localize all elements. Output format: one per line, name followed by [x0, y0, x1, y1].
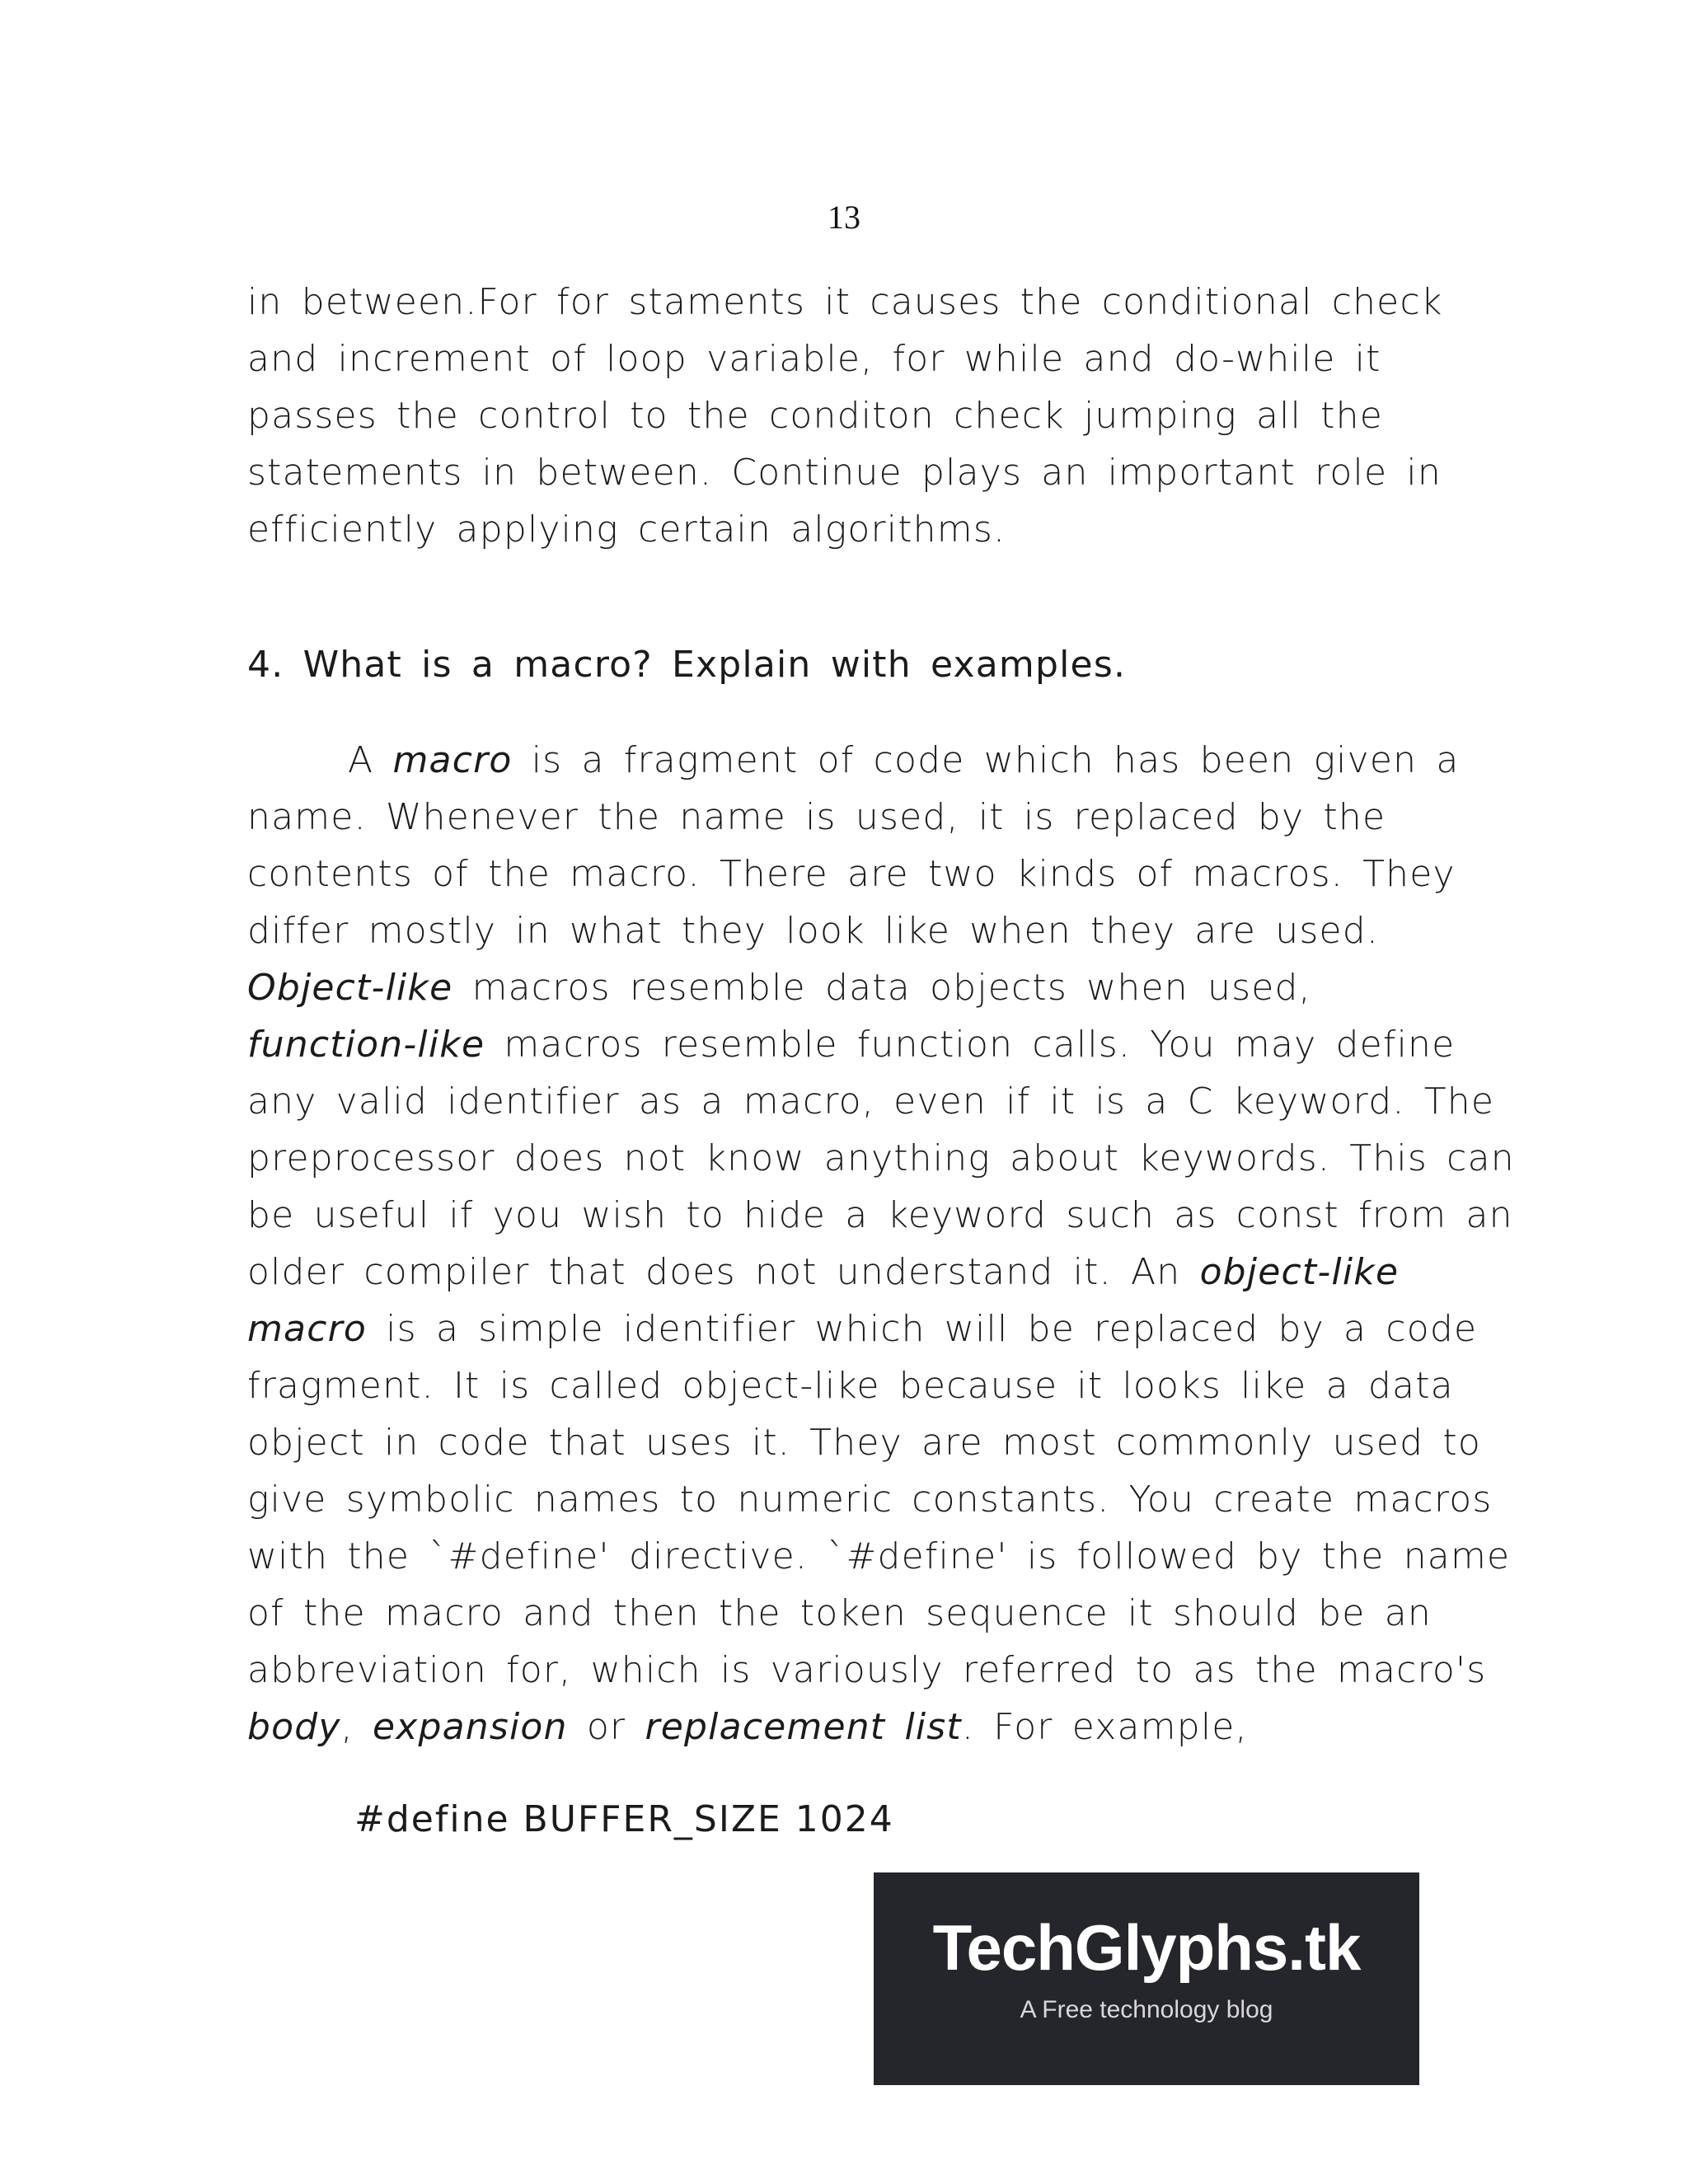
- paragraph-line: [247, 1244, 1434, 1301]
- paragraph-line: [247, 732, 1460, 789]
- paragraph-text: A: [348, 739, 393, 781]
- term-body: body: [247, 1706, 341, 1748]
- watermark-logo: [874, 1872, 1419, 2085]
- paragraph-line: differ mostly in what they look like when they are used.: [247, 910, 1380, 952]
- paragraph-text: is a simple identifier which will be replaced by a code: [367, 1308, 1478, 1350]
- question-heading: 4. What is a macro? Explain with examples.: [247, 644, 1127, 686]
- paragraph-text: or: [567, 1706, 645, 1748]
- paragraph-line: in between.For for staments it causes the conditional check: [247, 281, 1443, 323]
- term-expansion: expansion: [373, 1706, 568, 1748]
- paragraph-text: ,: [340, 1706, 373, 1748]
- intro-paragraph: [247, 274, 1443, 558]
- paragraph-text: macros resemble function calls. You may define: [485, 1024, 1456, 1066]
- paragraph-line: [247, 959, 1434, 1016]
- term-macro: macro: [247, 1308, 368, 1350]
- term-replacement-list: replacement list: [645, 1706, 962, 1748]
- paragraph-line: fragment. It is called object-like because it looks like a data: [247, 1365, 1454, 1407]
- paragraph-line: give symbolic names to numeric constants. You create macros: [247, 1479, 1493, 1521]
- paragraph-text: older compiler that does not understand it. An: [247, 1251, 1200, 1293]
- paragraph-line: contents of the macro. There are two kinds of macros. They: [247, 853, 1456, 895]
- term-object-like: object-like: [1199, 1251, 1400, 1293]
- paragraph-text: is a fragment of code which has been given a: [512, 739, 1460, 781]
- paragraph-line: preprocessor does not know anything about keywords. This can: [247, 1137, 1515, 1179]
- paragraph-line: of the macro and then the token sequence it should be an: [247, 1592, 1432, 1634]
- paragraph-line: any valid identifier as a macro, even if it is a C keyword. The: [247, 1080, 1495, 1122]
- term-function-like: function-like: [247, 1024, 485, 1066]
- paragraph-line: [247, 1301, 1478, 1357]
- page-number: 13: [828, 199, 860, 236]
- paragraph-line: [247, 1699, 1434, 1755]
- paragraph-text: . For example,: [961, 1706, 1248, 1748]
- paragraph-text: macros resemble data objects when used,: [452, 967, 1311, 1009]
- paragraph-line: name. Whenever the name is used, it is replaced by the: [247, 796, 1386, 838]
- paragraph-line: [247, 1016, 1456, 1073]
- code-example: #define BUFFER_SIZE 1024: [354, 1798, 894, 1840]
- paragraph-line: and increment of loop variable, for while and do-while it: [247, 338, 1381, 380]
- watermark-subtitle: A Free technology blog: [1020, 1996, 1273, 2023]
- term-object-like: Object-like: [247, 967, 453, 1009]
- paragraph-line: efficiently applying certain algorithms.: [247, 509, 1006, 551]
- paragraph-line: passes the control to the conditon check jumping all the: [247, 395, 1383, 437]
- term-macro: macro: [392, 739, 513, 781]
- paragraph-line: statements in between. Continue plays an important role in: [247, 452, 1442, 494]
- paragraph-line: abbreviation for, which is variously referred to as the macro's: [247, 1649, 1487, 1691]
- paragraph-line: object in code that uses it. They are most commonly used to: [247, 1422, 1481, 1464]
- paragraph-line: with the `#define' directive. `#define' is followed by the name: [247, 1535, 1511, 1577]
- macro-paragraph: [247, 732, 1515, 1755]
- watermark-title: TechGlyphs.tk: [932, 1911, 1361, 1984]
- paragraph-line: be useful if you wish to hide a keyword such as const from an: [247, 1194, 1513, 1236]
